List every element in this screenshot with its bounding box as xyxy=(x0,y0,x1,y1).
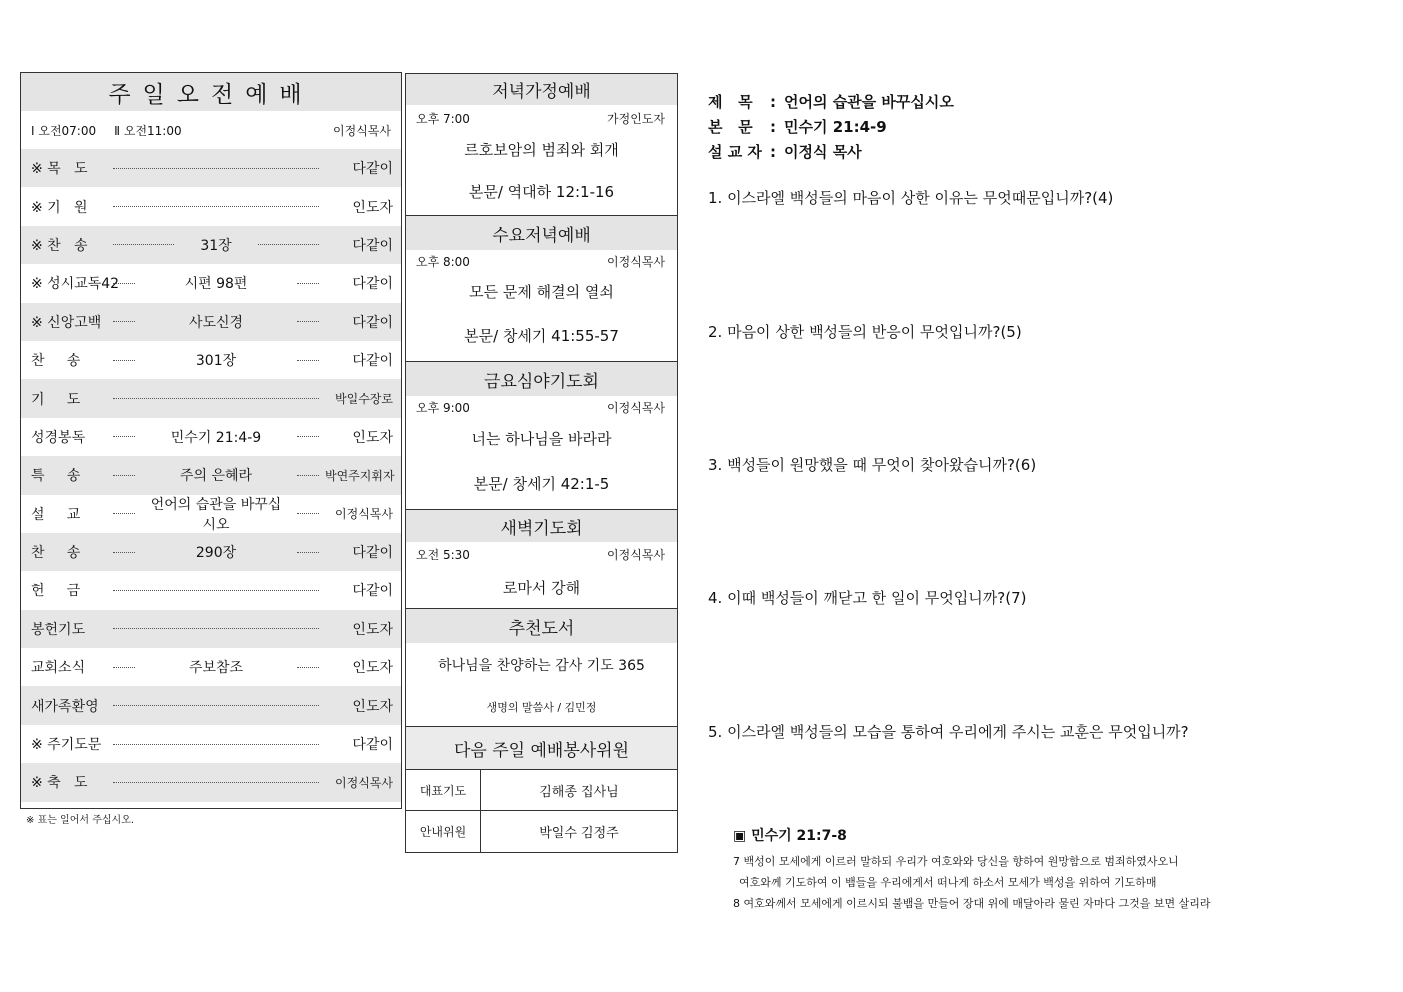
leader-dots xyxy=(297,552,319,553)
worship-order-row xyxy=(21,610,401,648)
order-item-middle xyxy=(107,590,325,591)
wednesday-worship-title: 수요저녁예배 xyxy=(406,216,677,250)
dawn-leader: 이정식목사 xyxy=(607,547,665,562)
text-value: 민수기 21:4-9 xyxy=(784,118,887,136)
leader-dots xyxy=(113,321,135,322)
order-item-leader: 인도자 xyxy=(352,660,393,677)
scripture-reference: ▣ 민수기 21:7-8 xyxy=(733,828,847,844)
worship-order-row xyxy=(21,725,401,763)
wednesday-sermon: 모든 문제 해결의 열쇠 xyxy=(469,282,614,301)
order-item-leader: 다같이 xyxy=(352,583,393,600)
order-item-label: 새가족환영 xyxy=(31,698,99,715)
verse-7: 7 백성이 모세에게 이르러 말하되 우리가 여호와와 당신을 향하여 원망함으로 범죄하였사오니 xyxy=(733,855,1179,868)
worship-order-row xyxy=(21,763,401,801)
leader-dots xyxy=(113,244,174,245)
order-item-leader: 다같이 xyxy=(352,314,393,331)
order-item-leader: 다같이 xyxy=(352,737,393,754)
evening-worship-title: 저녁가정예배 xyxy=(406,74,677,105)
leader-dots xyxy=(297,321,319,322)
dawn-prayer-title: 새벽기도회 xyxy=(406,510,677,542)
sermon-header xyxy=(708,90,954,165)
order-item-middle xyxy=(107,744,325,745)
order-item-leader: 인도자 xyxy=(352,698,393,715)
worship-times xyxy=(21,111,401,149)
book-name: 하나님을 찬양하는 감사 기도 365 xyxy=(438,658,645,674)
servant-role: 안내위원 xyxy=(406,811,481,852)
question-3: 3. 백성들이 원망했을 때 무엇이 찾아왔습니까?(6) xyxy=(708,456,1037,474)
order-item-content: 민수기 21:4-9 xyxy=(170,429,262,446)
order-item-middle xyxy=(107,427,325,447)
worship-order-row xyxy=(21,264,401,302)
order-item-middle xyxy=(107,465,325,485)
order-item-label: ※ 기 원 xyxy=(31,199,88,216)
leader-dots xyxy=(113,590,319,591)
order-item-leader: 다같이 xyxy=(352,276,393,293)
order-item-middle xyxy=(107,705,325,706)
standing-note: ※ 표는 일어서 주십시오. xyxy=(26,815,135,826)
order-item-leader: 다같이 xyxy=(352,161,393,178)
order-item-label: ※ 신앙고백 xyxy=(31,314,102,331)
leader-dots xyxy=(297,475,319,476)
evening-time: 오후 7:00 xyxy=(416,111,470,126)
leader-dots xyxy=(113,398,319,399)
preacher-key: 설 교 자 xyxy=(708,143,762,161)
question-2: 2. 마음이 상한 백성들의 반응이 무엇입니까?(5) xyxy=(708,323,1022,341)
order-item-middle xyxy=(107,273,325,293)
order-item-leader: 다같이 xyxy=(352,353,393,370)
order-item-content: 주의 은혜라 xyxy=(179,468,253,485)
order-item-content: 주보참조 xyxy=(188,660,244,677)
text-key: 본 문 xyxy=(708,118,753,136)
worship-order-row xyxy=(21,495,401,533)
order-item-content: 사도신경 xyxy=(188,314,244,331)
worship-order-row xyxy=(21,686,401,724)
evening-leader: 가정인도자 xyxy=(607,111,665,126)
question-1: 1. 이스라엘 백성들의 마음이 상한 이유는 무엇때문입니까?(4) xyxy=(708,189,1114,207)
friday-text: 본문/ 창세기 42:1-5 xyxy=(406,458,677,510)
friday-leader: 이정식목사 xyxy=(607,400,665,415)
servants-row xyxy=(406,770,677,811)
dawn-sermon: 로마서 강해 xyxy=(406,566,677,609)
question-5: 5. 이스라엘 백성들의 모습을 통하여 우리에게 주시는 교훈은 무엇입니까? xyxy=(708,723,1189,741)
order-item-middle xyxy=(107,628,325,629)
worship-order-row xyxy=(21,226,401,264)
wednesday-leader: 이정식목사 xyxy=(607,254,665,269)
servant-name: 박일수 김정주 xyxy=(539,826,619,841)
worship-order-list xyxy=(21,149,401,802)
order-item-label: 찬 송 xyxy=(31,353,81,370)
worship-title: 주일오전예배 xyxy=(21,73,401,111)
order-item-label: 봉헌기도 xyxy=(31,621,86,638)
verse-8: 8 여호와께서 모세에게 이르시되 불뱀을 만들어 장대 위에 매달아라 물린 자마다 그것을 보면 살리라 xyxy=(733,897,1211,910)
worship-order-row xyxy=(21,187,401,225)
weekly-services-panel xyxy=(405,73,678,853)
book-title: 추천도서 xyxy=(406,609,677,643)
order-item-leader: 다같이 xyxy=(352,545,393,562)
order-item-middle xyxy=(107,494,325,534)
friday-sermon: 너는 하나님을 바라라 xyxy=(471,429,612,448)
worship-time-1: Ⅰ 오전07:00 xyxy=(31,123,97,138)
order-item-middle xyxy=(107,657,325,677)
sermon-preacher-line: 설 교 자 : 이정식 목사 xyxy=(708,140,954,165)
order-item-label: 특 송 xyxy=(31,468,81,485)
order-item-label: 찬 송 xyxy=(31,545,81,562)
order-item-label: ※ 축 도 xyxy=(31,775,88,792)
order-item-content: 언어의 습관을 바꾸십시오 xyxy=(150,496,282,533)
order-item-label: ※ 성시교독42 xyxy=(31,276,120,293)
order-item-content: 시편 98편 xyxy=(184,276,248,293)
title-key: 제 목 xyxy=(708,93,753,111)
leader-dots xyxy=(113,628,319,629)
order-item-middle xyxy=(107,398,325,399)
worship-preacher: 이정식목사 xyxy=(333,123,391,138)
leader-dots xyxy=(113,475,135,476)
order-item-leader: 박일수장로 xyxy=(335,392,393,407)
leader-dots xyxy=(113,705,319,706)
leader-dots xyxy=(113,667,135,668)
worship-order-row xyxy=(21,149,401,187)
order-item-content: 301장 xyxy=(195,353,237,370)
evening-text: 본문/ 역대하 12:1-16 xyxy=(406,167,677,216)
servants-row xyxy=(406,811,677,852)
order-item-leader: 인도자 xyxy=(352,429,393,446)
order-item-leader: 이정식목사 xyxy=(335,507,393,522)
order-item-middle xyxy=(107,542,325,562)
worship-order-row xyxy=(21,341,401,379)
leader-dots xyxy=(297,360,319,361)
worship-order-row xyxy=(21,456,401,494)
leader-dots xyxy=(297,283,319,284)
order-item-label: ※ 찬 송 xyxy=(31,237,88,254)
leader-dots xyxy=(113,283,135,284)
order-item-label: 교회소식 xyxy=(31,660,86,677)
wednesday-text: 본문/ 창세기 41:55-57 xyxy=(406,310,677,362)
order-item-content: 290장 xyxy=(195,545,237,562)
worship-order-row xyxy=(21,418,401,456)
worship-order-row xyxy=(21,303,401,341)
leader-dots xyxy=(113,168,319,169)
servants-title: 다음 주일 예배봉사위원 xyxy=(406,727,677,770)
evening-worship-meta xyxy=(406,105,677,131)
order-item-middle xyxy=(107,206,325,207)
worship-order-row xyxy=(21,571,401,609)
servant-name: 김해종 집사님 xyxy=(539,784,619,800)
wednesday-time: 오후 8:00 xyxy=(416,254,470,269)
title-value: 언어의 습관을 바꾸십시오 xyxy=(784,93,954,111)
dawn-prayer-meta xyxy=(406,542,677,566)
order-item-label: 성경봉독 xyxy=(31,429,86,446)
order-item-label: 설 교 xyxy=(31,506,81,523)
leader-dots xyxy=(113,513,135,514)
leader-dots xyxy=(258,244,319,245)
worship-order-row xyxy=(21,379,401,417)
order-item-label: 헌 금 xyxy=(31,583,81,600)
sunday-worship-panel xyxy=(20,72,402,809)
preacher-value: 이정식 목사 xyxy=(784,143,862,161)
leader-dots xyxy=(113,552,135,553)
order-item-middle xyxy=(107,235,325,255)
worship-time-2: Ⅱ 오전11:00 xyxy=(114,123,182,138)
leader-dots xyxy=(297,513,319,514)
servant-role: 대표기도 xyxy=(406,770,481,810)
book-author: 생명의 말씀사 / 김민정 xyxy=(406,687,677,727)
worship-order-row xyxy=(21,648,401,686)
leader-dots xyxy=(113,436,135,437)
wednesday-worship-meta xyxy=(406,250,677,272)
leader-dots xyxy=(297,436,319,437)
leader-dots xyxy=(113,782,319,783)
dawn-time: 오전 5:30 xyxy=(416,547,470,562)
question-4: 4. 이때 백성들이 깨닫고 한 일이 무엇입니까?(7) xyxy=(708,589,1027,607)
order-item-middle xyxy=(107,782,325,783)
order-item-leader: 인도자 xyxy=(352,621,393,638)
leader-dots xyxy=(297,667,319,668)
sermon-title-line: 제 목 : 언어의 습관을 바꾸십시오 xyxy=(708,90,954,115)
order-item-leader: 인도자 xyxy=(352,199,393,216)
order-item-content: 31장 xyxy=(200,237,232,254)
order-item-leader: 박연주지휘자 xyxy=(325,468,395,483)
leader-dots xyxy=(113,360,135,361)
order-item-label: 기 도 xyxy=(31,391,81,408)
worship-order-row xyxy=(21,533,401,571)
order-item-label: ※ 주기도문 xyxy=(31,737,102,754)
order-item-middle xyxy=(107,350,325,370)
friday-prayer-title: 금요심야기도회 xyxy=(406,362,677,396)
order-item-leader: 이정식목사 xyxy=(335,775,393,790)
order-item-middle xyxy=(107,312,325,332)
friday-prayer-meta xyxy=(406,396,677,418)
sermon-text-line: 본 문 : 민수기 21:4-9 xyxy=(708,115,954,140)
leader-dots xyxy=(113,206,319,207)
evening-sermon: 르호보암의 범죄와 회개 xyxy=(464,140,619,159)
leader-dots xyxy=(113,744,319,745)
order-item-leader: 다같이 xyxy=(352,237,393,254)
order-item-label: ※ 목 도 xyxy=(31,161,88,178)
friday-time: 오후 9:00 xyxy=(416,400,470,415)
verse-7-cont: 여호와께 기도하여 이 뱀들을 우리에게서 떠나게 하소서 모세가 백성을 위하여 기도하매 xyxy=(739,876,1157,889)
order-item-middle xyxy=(107,168,325,169)
